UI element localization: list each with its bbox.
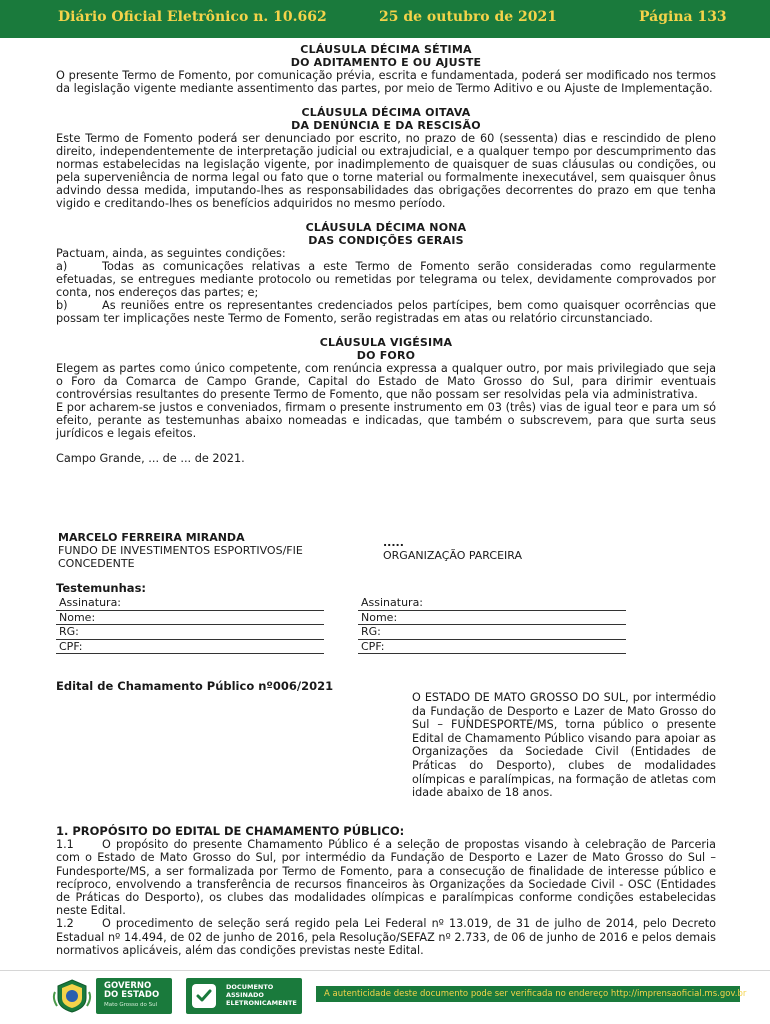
witness-right-rg: RG: (358, 625, 626, 640)
witness-right-name: Nome: (358, 611, 626, 626)
clausula-20-text-1: Elegem as partes como único competente, com renúncia expressa a qualquer outro, por mais privilegiado que seja o Foro da Comarca de Campo Grande, Capital do Estado de Mato Grosso do Sul, para dirimir eventuais controvérsias resultantes do presente Termo de Fomento, que não possam ser resolvidas pela via administrativa. (56, 362, 716, 401)
item-b-label: b) (56, 299, 68, 312)
item-b-text: As reuniões entre os representantes credenciados pelos partícipes, bem como quaisquer ocorrências que possam ter implicações neste Termo de Fomento, serão registradas em atas ou relatório circunstanciado. (56, 299, 716, 325)
header-page-number: Página 133 (639, 9, 727, 25)
edital-title: Edital de Chamamento Público nº006/2021 (56, 679, 334, 693)
doc-line-1: DOCUMENTO (226, 983, 274, 991)
witnesses-title: Testemunhas: (56, 581, 147, 595)
item-a-label: a) (56, 260, 68, 273)
clausula-17-subtitle: DO ADITAMENTO E OU AJUSTE (290, 55, 482, 69)
section-1-item-2 (56, 917, 716, 957)
item-1-2-number: 1.2 (56, 917, 74, 931)
section-1 (56, 825, 716, 957)
clausula-19-item-a (56, 260, 716, 299)
item-1-2-text: O procedimento de seleção será regido pela Lei Federal nº 13.019, de 31 de julho de 2014, pelo Decreto Estadual nº 14.494, de 02 de junho de 2016, pela Resolução/SEFAZ nº 2.733, de 06 de junho de 2016 e pelos demais normativos aplicáveis, além das condições previstas neste Edital. (56, 917, 716, 957)
gov-line-2: DO ESTADO (104, 990, 160, 1000)
witness-right-block (358, 596, 626, 654)
witness-right-signature: Assinatura: (358, 596, 626, 611)
section-1-title: 1. PROPÓSITO DO EDITAL DE CHAMAMENTO PÚBLICO: (56, 824, 405, 838)
signature-parceira (383, 536, 683, 562)
place-date: Campo Grande, ... de ... de 2021. (56, 452, 245, 465)
edital-summary: O ESTADO DE MATO GROSSO DO SUL, por intermédio da Fundação de Desporto e Lazer de Mato Grosso do Sul – FUNDESPORTE/MS, torna público o presente Edital de Chamamento Público visando para apoiar as Organizações da Sociedade Civil (Entidades de Práticas do Desporto), clubes de modalidades olímpicas e paralímpicas, na formação de atletas com idade abaixo de 18 anos. (412, 691, 716, 800)
signature-concedente (58, 531, 348, 570)
signature-seal-icon (190, 982, 218, 1010)
item-1-1-text: O propósito do presente Chamamento Público é a seleção de propostas visando à celebração de Parceria com o Estado de Mato Grosso do Sul, por intermédio da Fundação de Desporto e Lazer de Mato Grosso do Sul – Fundesporte/MS, a ser formalizada por Termo de Fomento, para a consecução de finalidade de interesse público e recíproco, envolvendo a transferência de recursos financeiros às Organizações da Sociedade Civil - OSC (Entidades de Práticas do Desporto), os clubes das modalidades olímpicas e paralímpicas conforme condições estabelecidas neste Edital. (56, 838, 716, 918)
doc-line-3: ELETRONICAMENTE (226, 999, 297, 1007)
clausula-19-intro: Pactuam, ainda, as seguintes condições: (56, 247, 286, 260)
witness-left-rg: RG: (56, 625, 324, 640)
clausula-20-text-2: E por acharem-se justos e conveniados, firmam o presente instrumento em 03 (três) vias de igual teor e para um só efeito, perante as testemunhas abaixo nomeadas e indicadas, que também o subscrevem, para que surta seus jurídicos e legais efeitos. (56, 401, 716, 440)
clausula-20-title: CLÁUSULA VIGÉSIMA (319, 336, 453, 349)
witness-right-cpf: CPF: (358, 640, 626, 655)
clausula-20-subtitle: DO FORO (356, 348, 416, 362)
signer-name: MARCELO FERREIRA MIRANDA (58, 531, 245, 544)
item-a-text: Todas as comunicações relativas a este Termo de Fomento serão consideradas como regularmente efetuadas, se entregues mediante protocolo ou remetidas por telegrama ou telex, devidamente comprovados por conta, nos endereços das partes; e; (56, 260, 716, 299)
witness-left-block (56, 596, 324, 654)
clausula-19-item-b (56, 299, 716, 325)
header-date: 25 de outubro de 2021 (379, 9, 558, 25)
state-crest-icon (52, 978, 92, 1014)
clausula-18-title: CLÁUSULA DÉCIMA OITAVA (301, 106, 471, 119)
signed-document-badge (186, 978, 302, 1014)
item-1-1-number: 1.1 (56, 838, 74, 852)
doc-line-2: ASSINADO (226, 991, 264, 999)
section-1-item-1 (56, 838, 716, 917)
signer-org: FUNDO DE INVESTIMENTOS ESPORTIVOS/FIE (58, 544, 303, 557)
clausula-18-text: Este Termo de Fomento poderá ser denunciado por escrito, no prazo de 60 (sessenta) dias e rescindido de pleno direito, independentemente de interpretação judicial ou extrajudicial, e a qualquer tempo por descumprimento das normas estabelecidas na legislação vigente, por inadimplemento de quaisquer de suas cláusulas ou condições, ou pela superveniência de norma legal ou fato que o torne material ou formalmente inexecutável, sem quaisquer ônus advindo dessa medida, imputando-lhes as responsabilidades das obrigações decorrentes do prazo em que tenha vigido e creditando-lhes os benefícios adquiridos no mesmo período. (56, 132, 716, 210)
signer-role: CONCEDENTE (58, 557, 135, 570)
clausula-17-text: O presente Termo de Fomento, por comunicação prévia, escrita e fundamentada, poderá ser modificado nos termos da legislação vigente mediante assentimento das partes, por meio de Termo Aditivo e ou Ajuste de Implementação. (56, 69, 716, 95)
page-header (0, 0, 770, 38)
authenticity-bar (316, 986, 747, 1002)
witness-left-cpf: CPF: (56, 640, 324, 655)
gov-line-3: Mato Grosso do Sul (104, 1002, 158, 1008)
header-publication: Diário Oficial Eletrônico n. 10.662 (58, 9, 327, 25)
witness-left-signature: Assinatura: (56, 596, 324, 611)
governo-logo (96, 978, 172, 1014)
document-body (56, 44, 716, 465)
witness-left-name: Nome: (56, 611, 324, 626)
clausula-19-title: CLÁUSULA DÉCIMA NONA (305, 221, 467, 234)
partner-name: ..... (383, 536, 404, 549)
gov-line-1: GOVERNO (104, 981, 152, 991)
authenticity-text: A autenticidade deste documento pode ser verificada no endereço http://imprensaoficial.ms.gov.br (324, 989, 747, 999)
clausula-19-subtitle: DAS CONDIÇÕES GERAIS (308, 233, 464, 247)
doc-badge-text (226, 983, 297, 1007)
clausula-17-title: CLÁUSULA DÉCIMA SÉTIMA (300, 43, 472, 56)
clausula-18-subtitle: DA DENÚNCIA E DA RESCISÃO (291, 118, 481, 132)
partner-org: ORGANIZAÇÃO PARCEIRA (383, 549, 523, 562)
